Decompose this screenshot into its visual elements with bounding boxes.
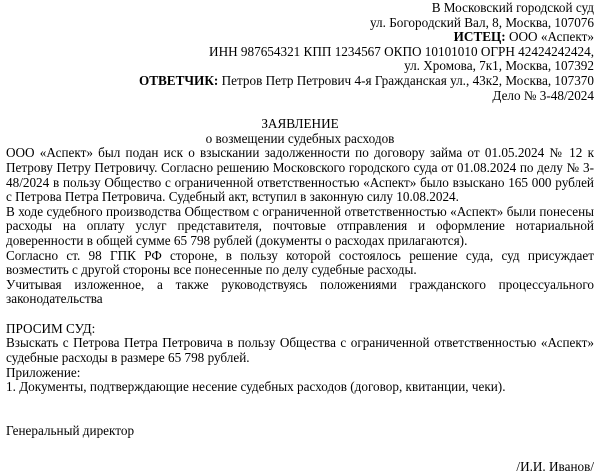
body-paragraph-2: В ходе судебного производства Обществом с ограниченной ответственностью «Аспект» были понесены расходы на оплату услуг представителя, почтовые отправления и оформление нотариальной доверенности в общей сумме 65 798 рублей (документы о расходах прилагаются). [6,203,594,248]
plaintiff-label: ИСТЕЦ: [453,29,506,45]
request-text: Взыскать с Петрова Петра Петровича в пользу Общества с ограниченной ответственностью «Аспект» судебные расходы в размере 65 798 рублей. [6,335,594,366]
document-header [6,0,594,103]
document-title [6,117,594,146]
body-paragraph-1: ООО «Аспект» был подан иск о взыскании задолженности по договору займа от 01.05.2024 № 12 к Петрову Петру Петровичу. Согласно решению Московского городского суда от 01.08.2024 по делу № 3-48/2024 в пользу Общество с ограниченной ответственностью «Аспект» было взыскано 165 000 рублей с Петрова Петра Петровича. Судебный акт, вступил в законную силу 10.08.2024. [6,145,594,205]
defendant-label: ОТВЕТЧИК: [138,72,219,88]
request-heading: ПРОСИМ СУД: [6,320,96,336]
defendant-line [6,74,594,89]
court-name: В Московский городской суд [431,0,594,15]
defendant-info: Петров Петр Петрович 4-я Гражданская ул., 43к2, Москва, 107370 [218,72,594,88]
plaintiff-line [6,30,594,45]
court-address: ул. Богородский Вал, 8, Москва, 107076 [370,14,594,30]
plaintiff-name: ООО «Аспект» [505,29,594,45]
body-paragraph-4: Учитывая изложенное, а также руководствуясь положениями гражданского процессуального законодательства [6,276,594,307]
title-heading: ЗАЯВЛЕНИЕ [261,116,339,132]
title-subheading: о возмещении судебных расходов [205,130,395,146]
document-page [6,0,594,475]
plaintiff-address: ул. Хромова, 7к1, Москва, 107392 [404,58,594,74]
signature-name: /И.И. Иванов/ [516,459,594,475]
attachment-item-1: 1. Документы, подтверждающие несение судебных расходов (договор, квитанции, чеки). [6,379,506,395]
signature-position: Генеральный директор [6,422,135,438]
attachments-label: Приложение: [6,364,81,380]
case-number: Дело № 3-48/2024 [492,87,594,103]
plaintiff-ids: ИНН 987654321 КПП 1234567 ОКПО 10101010 ОГРН 42424242424, [209,43,594,59]
body-paragraph-3: Согласно ст. 98 ГПК РФ стороне, в пользу которой состоялось решение суда, суд присуждает возместить с другой стороны все понесенные по делу судебные расходы. [6,247,594,278]
